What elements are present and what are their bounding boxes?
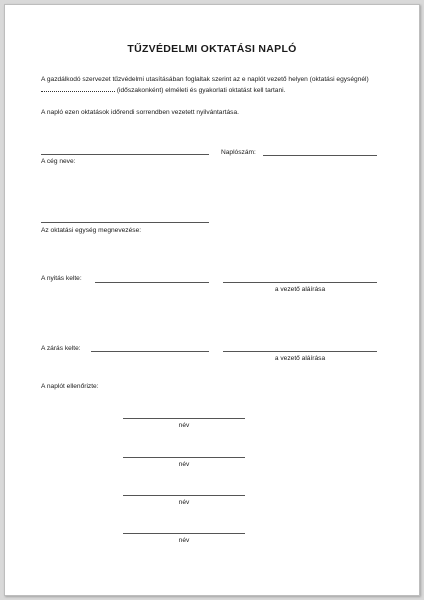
opening-signature-caption: a vezető aláírása [274, 286, 326, 293]
checker-signature-line[interactable] [123, 495, 245, 496]
document-title: TŰZVÉDELMI OKTATÁSI NAPLÓ [127, 43, 297, 55]
closing-signature-line[interactable] [223, 351, 377, 352]
log-number-label: Naplószám: [221, 149, 256, 156]
closing-signature-caption: a vezető aláírása [274, 355, 326, 362]
training-unit-label: Az oktatási egység megnevezése: [41, 227, 142, 234]
closing-date-line[interactable] [91, 351, 209, 352]
checker-name-caption: név [178, 499, 190, 506]
document-page [4, 4, 420, 596]
period-blank[interactable] [41, 91, 115, 92]
intro-text-part2: (időszakonként) elméleti és gyakorlati oktatást kell tartani. [116, 86, 286, 94]
closing-date-label: A zárás kelte: [41, 345, 81, 352]
log-number-line[interactable] [263, 155, 377, 156]
checker-signature-line[interactable] [123, 457, 245, 458]
checker-signature-line[interactable] [123, 418, 245, 419]
company-name-line[interactable] [41, 154, 209, 155]
opening-date-line[interactable] [95, 282, 209, 283]
intro-text-part1: A gazdálkodó szervezet tűzvédelmi utasításában foglaltak szerint az e naplót vezető helyen (oktatási egységnél) [41, 76, 369, 83]
checked-by-label: A naplót ellenőrizte: [41, 383, 99, 390]
opening-signature-line[interactable] [223, 282, 377, 283]
note-paragraph: A napló ezen oktatások időrendi sorrendben vezetett nyilvántartása. [41, 109, 239, 116]
checker-name-caption: név [178, 422, 190, 429]
training-unit-line[interactable] [41, 222, 209, 223]
checker-signature-line[interactable] [123, 533, 245, 534]
checker-name-caption: név [178, 461, 190, 468]
checker-name-caption: név [178, 537, 190, 544]
company-name-label: A cég neve: [41, 158, 76, 165]
intro-paragraph [41, 75, 391, 96]
opening-date-label: A nyitás kelte: [41, 275, 82, 282]
